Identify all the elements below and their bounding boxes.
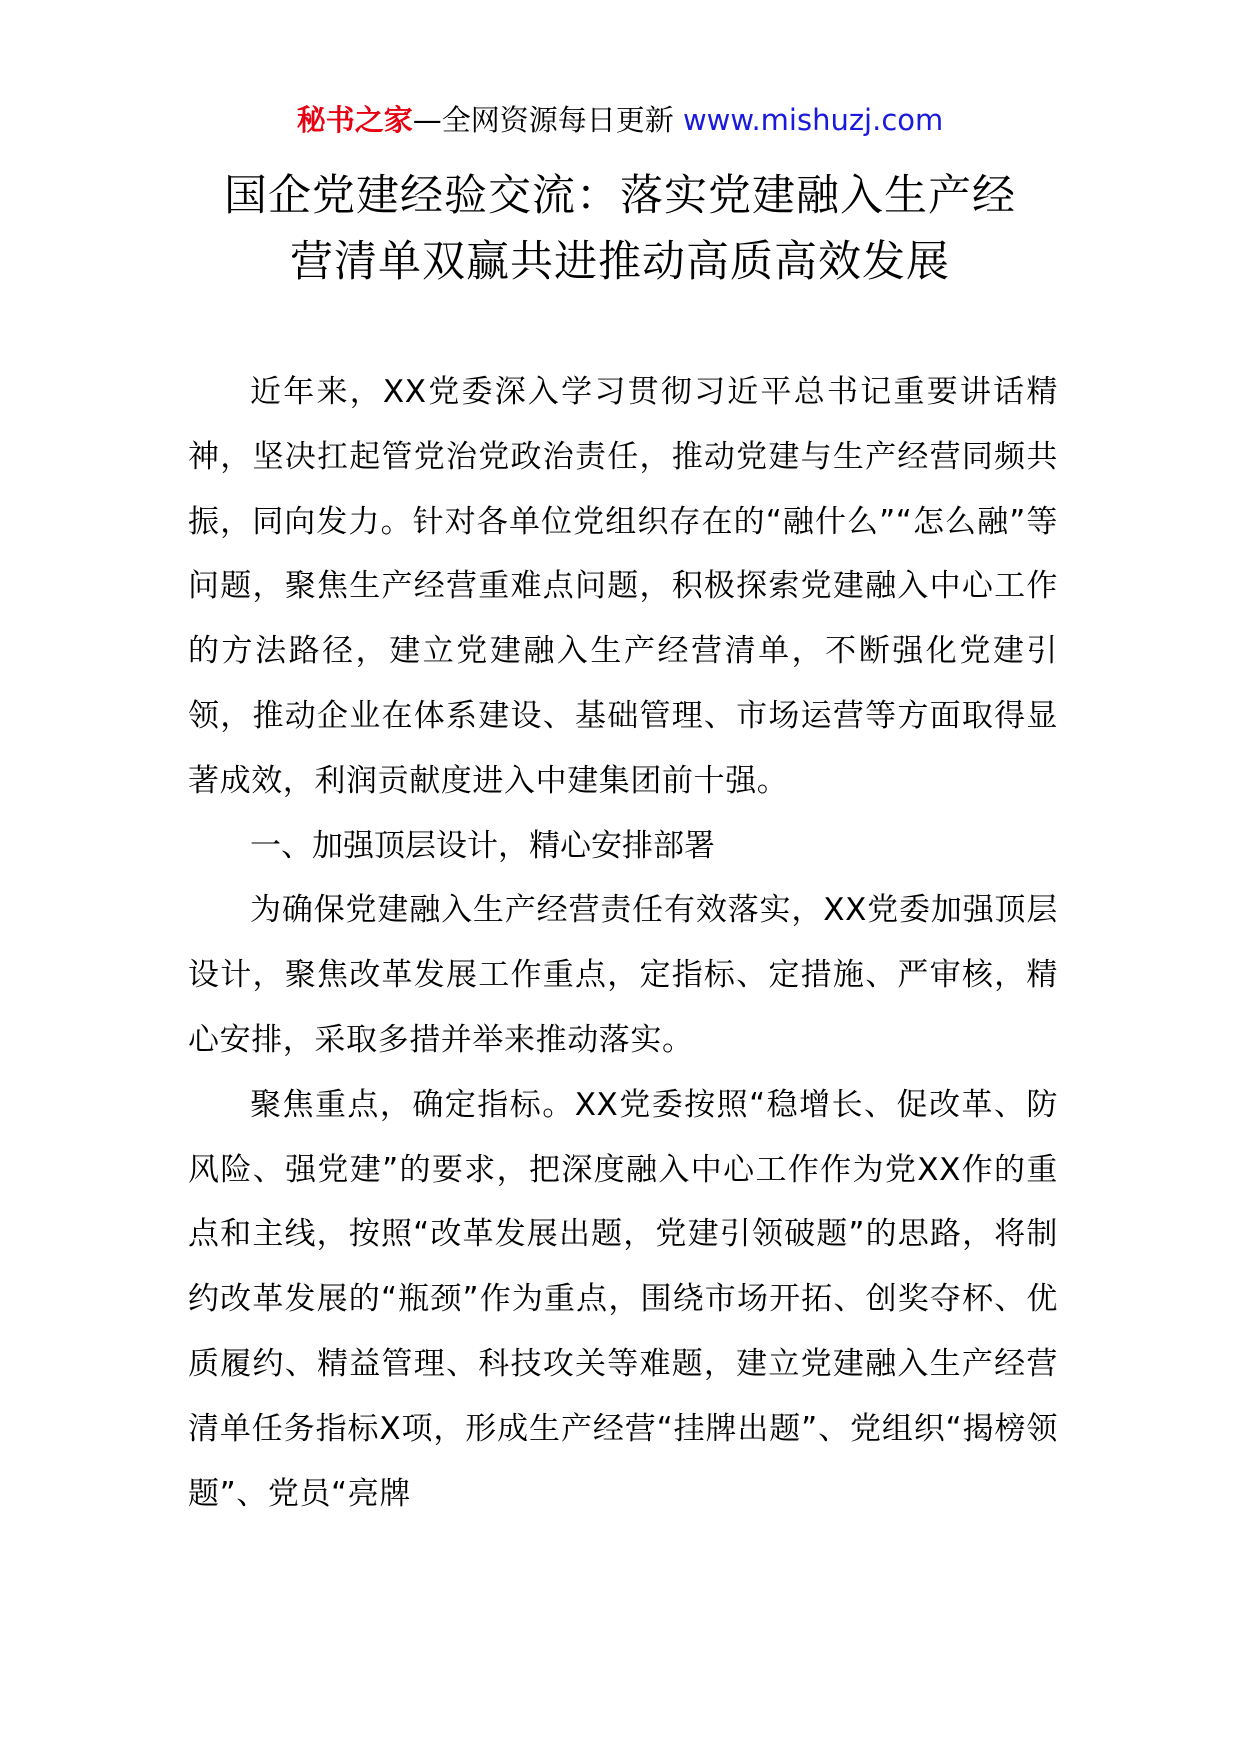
section-heading-1: 一、加强顶层设计，精心安排部署 [250,827,715,864]
document-title [190,163,1050,295]
body-paragraph-2: 为确保党建融入生产经营责任有效落实，XX党委加强顶层设计，聚焦改革发展工作重点，定指标、定措施、严审核，精心安排，采取多措并举来推动落实。 [188,892,1058,1058]
site-url-link[interactable]: www.mishuzj.com [682,103,944,137]
document-title-line-2: 营清单双赢共进推动高质高效发展 [290,237,950,287]
site-brand: 秘书之家 [296,103,413,137]
document-title-line-1: 国企党建经验交流：落实党建融入生产经 [224,171,1016,221]
site-header [0,100,1240,140]
body-paragraph-3: 聚焦重点，确定指标。XX党委按照“稳增长、促改革、防风险、强党建”的要求，把深度融入中心工作作为党XX作的重点和主线，按照“改革发展出题，党建引领破题”的思路，将制约改革发展的“瓶颈”作为重点，围绕市场开拓、创奖夺杯、优质履约、精益管理、科技攻关等难题，建立党建融入生产经营清单任务指标X项，形成生产经营“挂牌出题”、党组织“揭榜领题”、党员“亮牌 [188,1086,1058,1512]
document-body [188,360,1058,1526]
body-paragraph-intro: 近年来，XX党委深入学习贯彻习近平总书记重要讲话精神，坚决扛起管党治党政治责任，推动党建与生产经营同频共振，同向发力。针对各单位党组织存在的“融什么”“怎么融”等问题，聚焦生产经营重难点问题，积极探索党建融入中心工作的方法路径，建立党建融入生产经营清单，不断强化党建引领，推动企业在体系建设、基础管理、市场运营等方面取得显著成效，利润贡献度进入中建集团前十强。 [188,374,1058,799]
site-tagline: —全网资源每日更新 [412,103,683,137]
